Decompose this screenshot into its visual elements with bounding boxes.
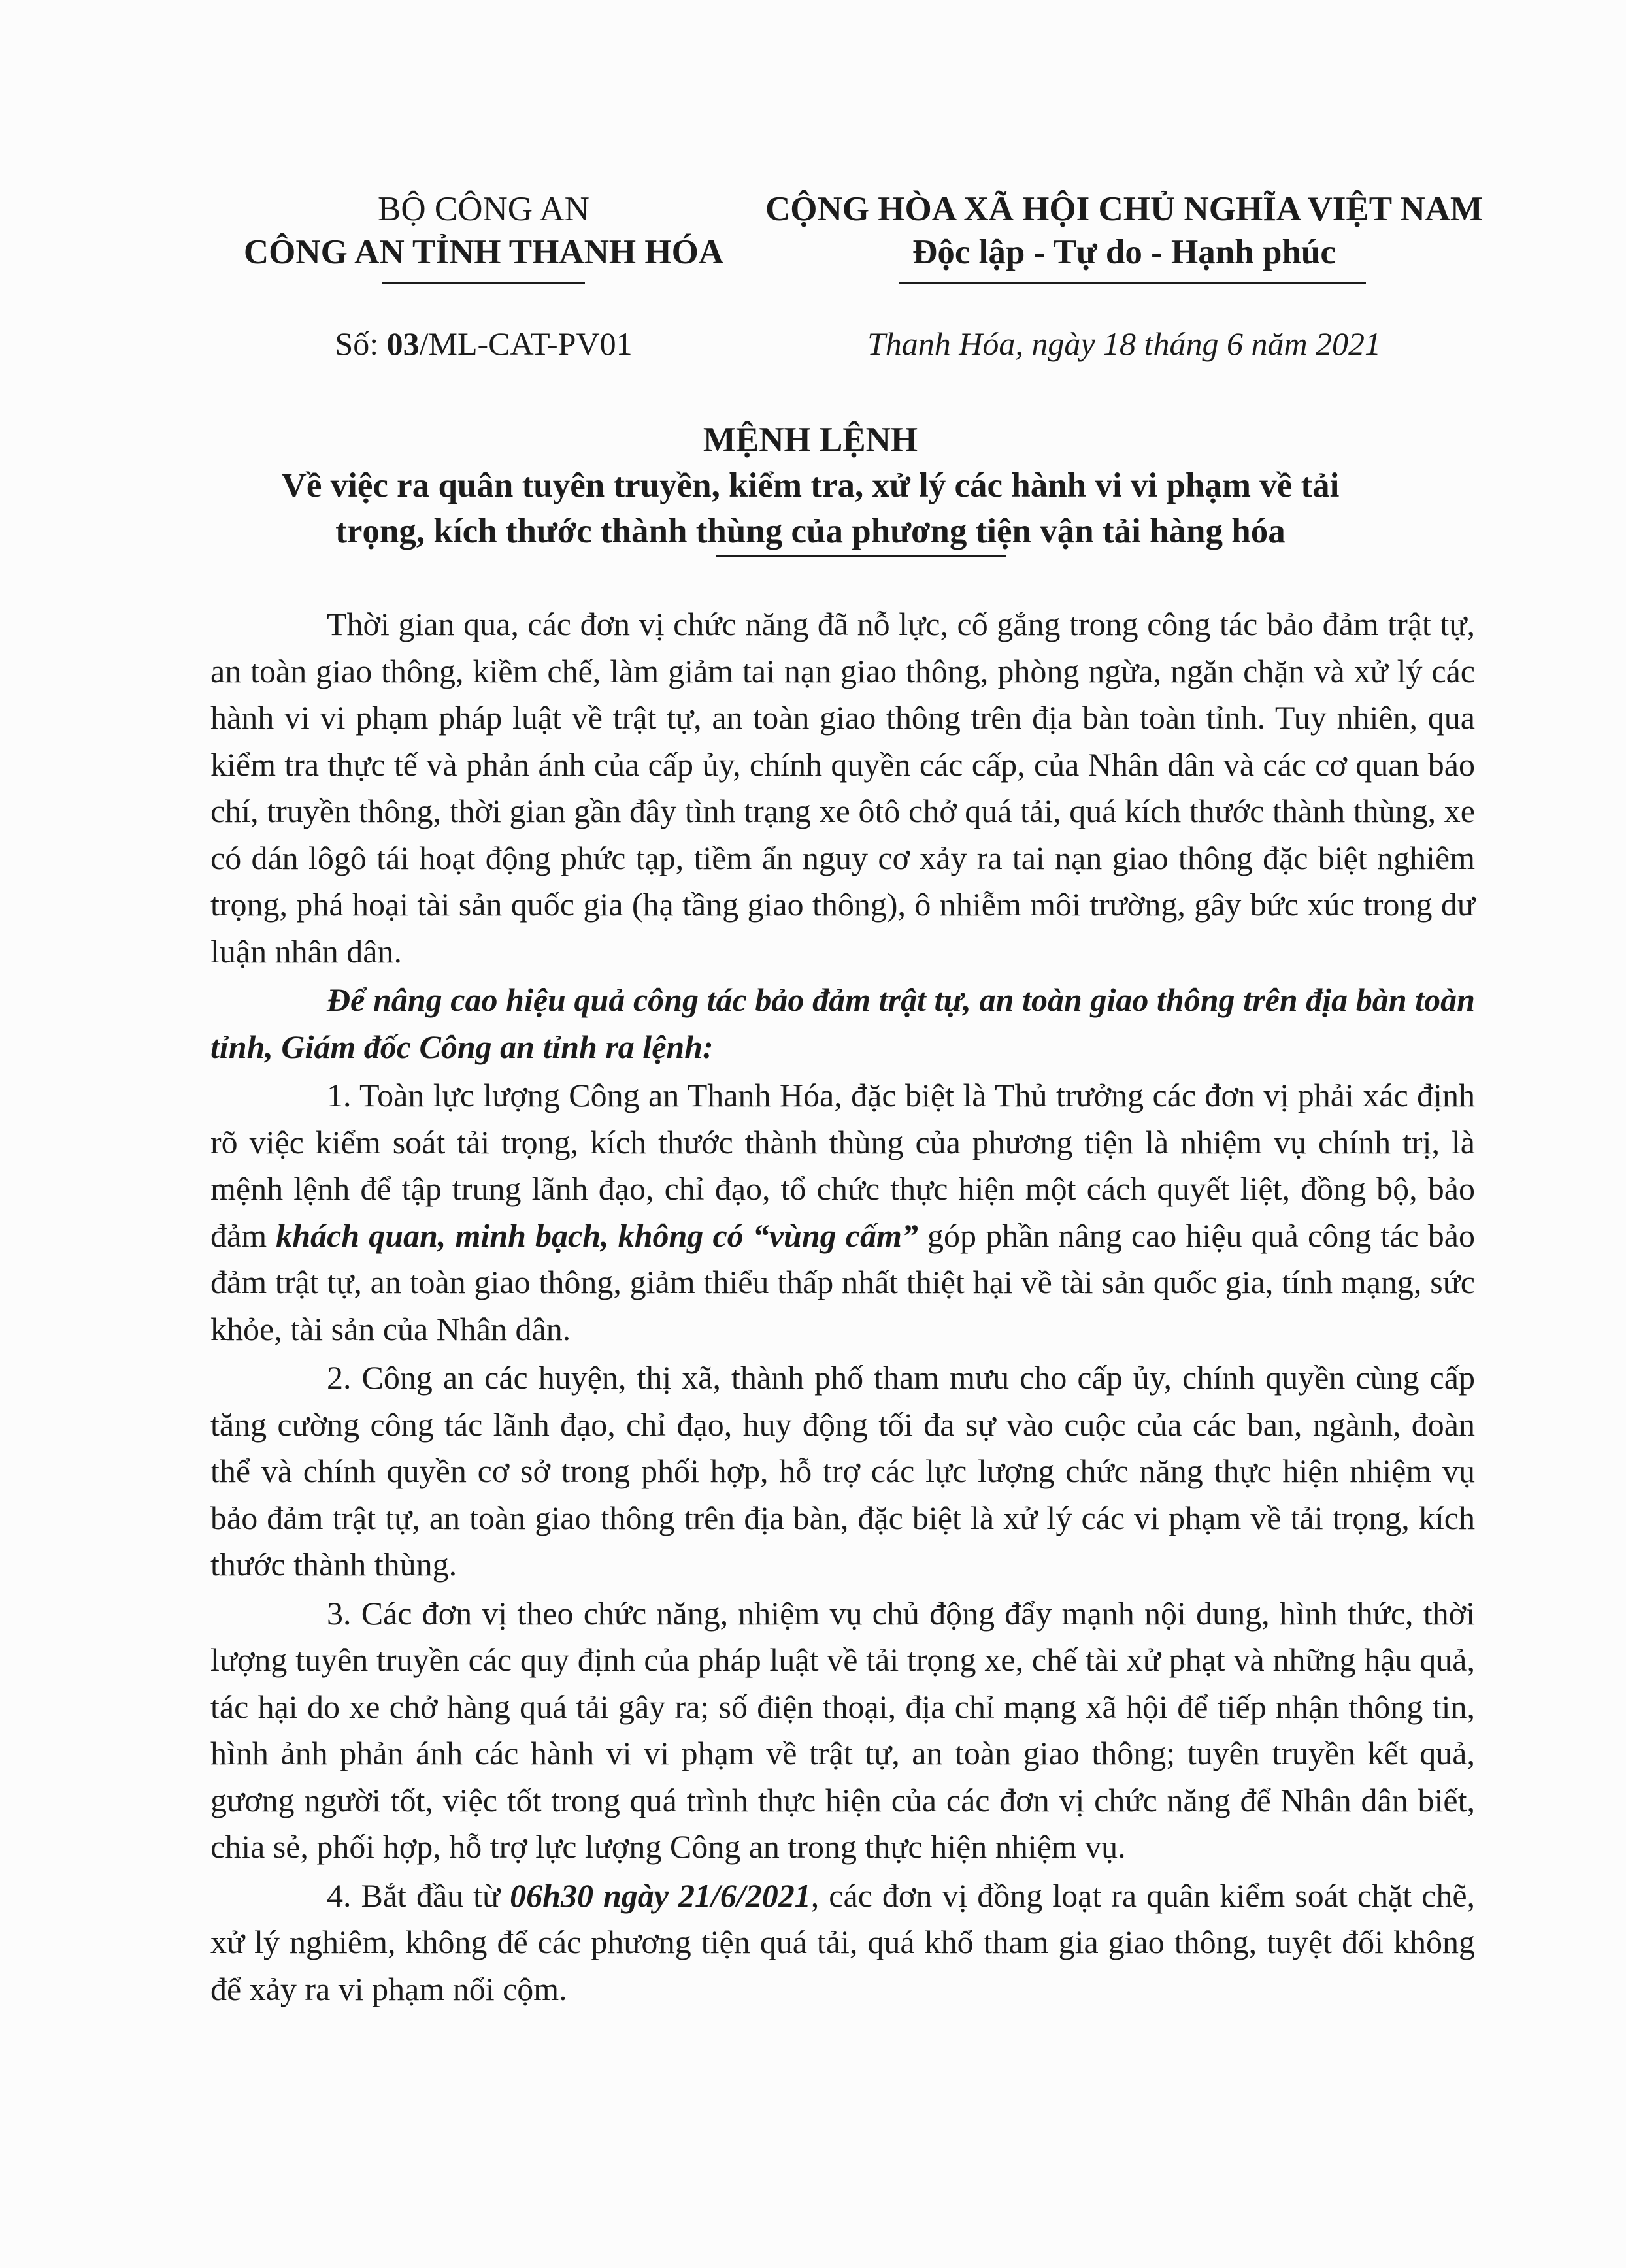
agency-name: CÔNG AN TỈNH THANH HÓA bbox=[243, 233, 724, 271]
national-title bbox=[725, 188, 1523, 274]
item-1-text-a: 1. Toàn lực lượng Công an Thanh Hóa, đặc biệt là Thủ trưởng các đơn vị phải xác định rõ việc kiểm soát tải trọng, kích thước thành thùng của phương tiện là nhiệm vụ chính trị, là mệnh lệnh để tập trung lãnh đạo, chỉ đạo, tổ chức thực hiện một cách quyết liệt, đồng bộ, bảo đảm bbox=[210, 1077, 1475, 1254]
item-4 bbox=[210, 1873, 1475, 2013]
motto: Độc lập - Tự do - Hạnh phúc bbox=[912, 233, 1336, 271]
command-lead: Để nâng cao hiệu quả công tác bảo đảm trật tự, an toàn giao thông trên địa bàn toàn tỉnh, Giám đốc Công an tỉnh ra lệnh: bbox=[210, 981, 1475, 1065]
document-title bbox=[131, 417, 1490, 554]
item-1-emphasis: khách quan, minh bạch, không có “vùng cấm” bbox=[276, 1217, 918, 1254]
item-4-start-time: 06h30 ngày 21/6/2021 bbox=[510, 1877, 811, 1914]
item-2: 2. Công an các huyện, thị xã, thành phố tham mưu cho cấp ủy, chính quyền cùng cấp tăng cường công tác lãnh đạo, chỉ đạo, huy động tối đa sự vào cuộc của các ban, ngành, đoàn thể và chính quyền cơ sở trong phối hợp, hỗ trợ các lực lượng chức năng thực hiện nhiệm vụ bảo đảm trật tự, an toàn giao thông trên địa bàn, đặc biệt là xử lý các vi phạm về tải trọng, kích thước thành thùng. bbox=[210, 1359, 1475, 1583]
title-sub-line2: trọng, kích thước thành thùng của phương tiện vận tải hàng hóa bbox=[335, 512, 1286, 550]
title-underline bbox=[716, 555, 1006, 557]
document-body bbox=[210, 601, 1475, 2014]
motto-underline bbox=[899, 282, 1366, 284]
item-1-text-b: góp phần nâng cao hiệu quả công tác bảo đảm trật tự, an toàn giao thông, giảm thiểu thấp nhất thiệt hại về tài sản quốc gia, tính mạng, sức khỏe, tài sản của Nhân dân. bbox=[210, 1217, 1475, 1347]
ministry-name: BỘ CÔNG AN bbox=[378, 190, 589, 228]
item-3: 3. Các đơn vị theo chức năng, nhiệm vụ chủ động đẩy mạnh nội dung, hình thức, thời lượng tuyên truyền các quy định của pháp luật về tải trọng xe, chế tài xử phạt và những hậu quả, tác hại do xe chở hàng quá tải gây ra; số điện thoại, địa chỉ mạng xã hội để tiếp nhận thông tin, hình ảnh phản ánh các hành vi vi phạm về trật tự, an toàn giao thông; tuyên truyền kết quả, gương người tốt, việc tốt trong quá trình thực hiện của các đơn vị chức năng để Nhân dân biết, chia sẻ, phối hợp, hỗ trợ lực lượng Công an trong thực hiện nhiệm vụ. bbox=[210, 1594, 1475, 1865]
number-suffix: /ML-CAT-PV01 bbox=[419, 325, 633, 362]
number-value: 03 bbox=[386, 325, 420, 362]
title-sub-line1: Về việc ra quân tuyên truyền, kiểm tra, xử lý các hành vi vi phạm về tải bbox=[281, 467, 1340, 504]
number-prefix: Số: bbox=[335, 325, 387, 362]
agency-underline bbox=[382, 282, 585, 284]
issue-date: Thanh Hóa, ngày 18 tháng 6 năm 2021 bbox=[867, 325, 1382, 362]
item-1 bbox=[210, 1072, 1475, 1353]
country-name: CỘNG HÒA XÃ HỘI CHỦ NGHĨA VIỆT NAM bbox=[765, 190, 1483, 228]
title-main: MỆNH LỆNH bbox=[703, 421, 918, 459]
intro-paragraph: Thời gian qua, các đơn vị chức năng đã nỗ lực, cố gắng trong công tác bảo đảm trật tự, an toàn giao thông, kiềm chế, làm giảm tai nạn giao thông, phòng ngừa, ngăn chặn và xử lý các hành vi vi phạm pháp luật về trật tự, an toàn giao thông trên địa bàn toàn tỉnh. Tuy nhiên, qua kiểm tra thực tế và phản ánh của cấp ủy, chính quyền các cấp, của Nhân dân và các cơ quan báo chí, truyền thông, thời gian gần đây tình trạng xe ôtô chở quá tải, quá kích thước thành thùng, xe có dán lôgô tái hoạt động phức tạp, tiềm ẩn nguy cơ xảy ra tai nạn giao thông đặc biệt nghiêm trọng, phá hoại tài sản quốc gia (hạ tầng giao thông), ô nhiễm môi trường, gây bức xúc trong dư luận nhân dân. bbox=[210, 606, 1475, 970]
issuing-agency bbox=[150, 188, 817, 274]
item-4-text-b: , các đơn vị đồng loạt ra quân kiểm soát chặt chẽ, xử lý nghiêm, không để các phương tiện quá tải, quá khổ tham gia giao thông, tuyệt đối không để xảy ra vi phạm nổi cộm. bbox=[210, 1877, 1476, 2007]
document-number bbox=[150, 325, 817, 363]
item-4-text-a: 4. Bắt đầu từ bbox=[327, 1877, 510, 1914]
